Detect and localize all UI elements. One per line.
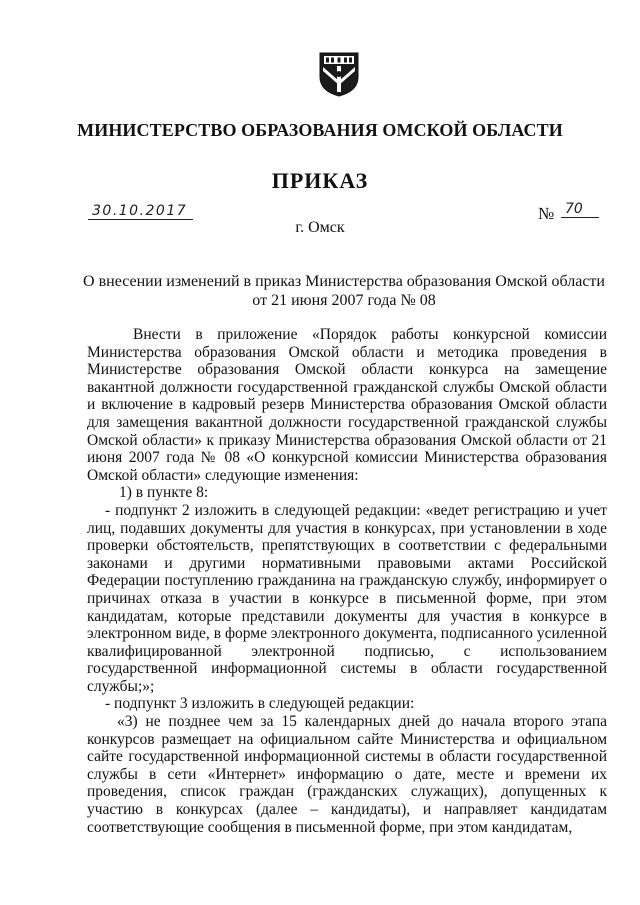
item-1-paragraph: 1) в пункте 8:: [119, 484, 209, 502]
order-body: [87, 326, 607, 836]
ministry-name: МИНИСТЕРСТВО ОБРАЗОВАНИЯ ОМСКОЙ ОБЛАСТИ: [77, 120, 563, 140]
order-date: 30.10.2017: [88, 203, 193, 220]
subitem-2-paragraph: - подпункт 2 изложить в следующей редакции: «ведет регистрацию и учет лиц, подавших документы для участия в конкурсах, при установлении в ходе проверки обстоятельств, препятствующих в соответствии с федеральными законами и другими нормативными правовыми актами Российской Федерации поступлению гражданина на гражданскую службу, информирует о причинах отказа в участии в конкурсе в письменной форме, при этом кандидатам, которые представили документы для участия в конкурсе в электронном виде, в форме электронного документа, подписанного усиленной квалифицированной электронной подписью, с использованием государственной информационной системы в области государственной службы;»;: [87, 501, 607, 695]
subject-line-2: от 21 июня 2007 года № 08: [252, 292, 436, 309]
order-number-label: №: [538, 204, 555, 223]
city-name: г. Омск: [295, 219, 345, 236]
order-number-value: 70: [561, 201, 599, 218]
document-type-title: ПРИКАЗ: [271, 168, 369, 193]
coat-of-arms-emblem: [318, 51, 360, 97]
quoted-paragraph: «3) не позднее чем за 15 календарных дней до начала второго этапа конкурсов размещает на официальном сайте Министерства и официальном сайте государственной информационной системы в области государственной службы в сети «Интернет» информацию о дате, месте и времени их проведения, список граждан (гражданских служащих), допущенных к участию в конкурсах (далее – кандидаты), и направляет кандидатам соответствующие сообщения в письменной форме, при этом кандидатам,: [87, 713, 607, 836]
order-subject: [80, 272, 608, 310]
intro-paragraph: Внести в приложение «Порядок работы конкурсной комиссии Министерства образования Омской области и методика проведения в Министерстве образования Омской области конкурса на замещение вакантной должности государственной гражданской службы Омской области и включение в кадровый резерв Министерства образования Омской области для замещения вакантной должности государственной гражданской службы Омской области» к приказу Министерства образования Омской области от 21 июня 2007 года № 08 «О конкурсной комиссии Министерства образования Омской области» следующие изменения:: [87, 326, 607, 484]
subject-line-1: О внесении изменений в приказ Министерства образования Омской области: [83, 273, 605, 290]
subitem-3-paragraph: - подпункт 3 изложить в следующей редакции:: [105, 695, 415, 713]
